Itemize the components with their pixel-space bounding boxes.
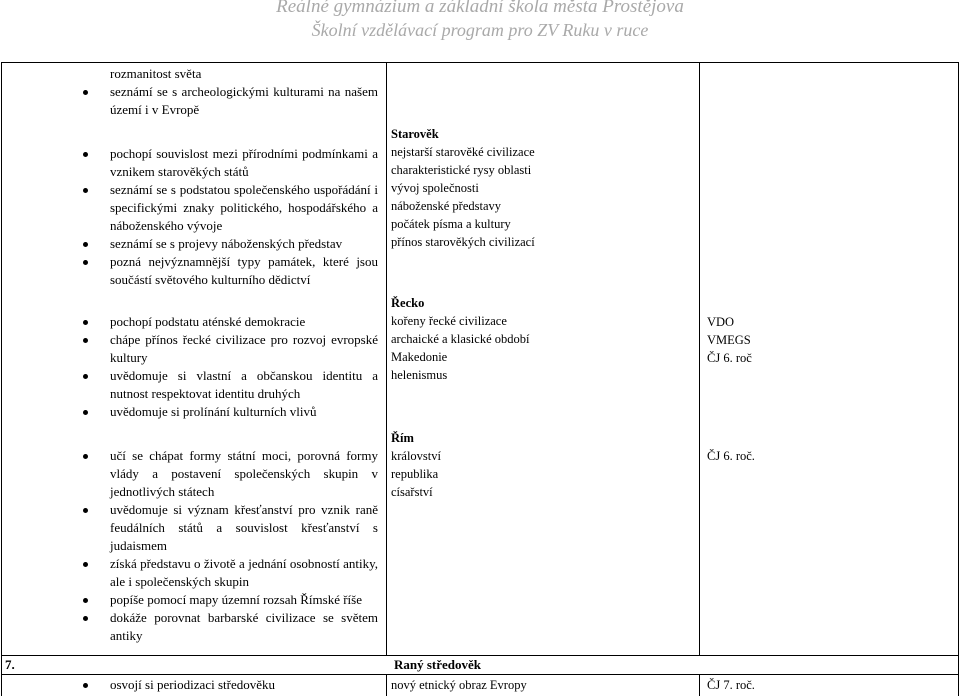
bullet-icon <box>83 320 88 325</box>
bullet-icon <box>83 260 88 265</box>
list-item <box>83 676 378 694</box>
topic-title: Starověk <box>391 127 439 141</box>
topics-block-4 <box>391 429 691 501</box>
outcomes-block-4 <box>83 447 378 645</box>
note-item: ČJ 6. roč <box>707 351 752 365</box>
notes-block-3 <box>707 313 947 367</box>
list-item <box>83 367 378 403</box>
note-item: ČJ 7. roč. <box>707 678 755 692</box>
list-item <box>83 555 378 591</box>
item-text: seznámí se s archeologickými kulturami na našem území i v Evropě <box>110 84 378 117</box>
topic-item: počátek písma a kultury <box>391 217 511 231</box>
list-item <box>83 447 378 501</box>
bullet-icon <box>83 188 88 193</box>
item-text: pochopí podstatu aténské demokracie <box>110 314 306 329</box>
list-item <box>83 235 378 253</box>
list-item <box>83 145 378 181</box>
topics-block-3 <box>391 294 691 384</box>
topic-item: Makedonie <box>391 350 448 364</box>
list-item <box>83 313 378 331</box>
column-divider <box>699 62 700 655</box>
topic-item: charakteristické rysy oblasti <box>391 163 532 177</box>
item-text: uvědomuje si vlastní a občanskou identitu a nutnost respektovat identitu druhých <box>110 368 378 401</box>
item-text: učí se chápat formy státní moci, porovná formy vlády a postavení společenských skupin v jednotlivých státech <box>110 448 378 499</box>
program-name: Školní vzdělávací program pro ZV Ruku v ruce <box>311 20 649 40</box>
list-item <box>83 609 378 645</box>
bullet-icon <box>83 242 88 247</box>
bullet-icon <box>83 683 88 688</box>
topic-item: archaické a klasické období <box>391 332 530 346</box>
note-item: VDO <box>707 315 735 329</box>
list-item <box>83 501 378 555</box>
bullet-icon <box>83 338 88 343</box>
bullet-icon <box>83 410 88 415</box>
column-divider <box>386 674 387 696</box>
list-item <box>83 181 378 235</box>
topics-block-2 <box>391 125 691 251</box>
item-text: uvědomuje si význam křesťanství pro vznik raně feudálních států a souvislost křesťanství s judaismem <box>110 502 378 553</box>
bullet-icon <box>83 90 88 95</box>
topic-item: náboženské představy <box>391 199 502 213</box>
bullet-icon <box>83 562 88 567</box>
topic-item: helenismus <box>391 368 448 382</box>
item-text: seznámí se s podstatou společenského uspořádání i specifickými znaky politického, hospodářského a náboženského vývoje <box>110 182 378 233</box>
list-item <box>83 331 378 367</box>
topic-item: přínos starověkých civilizací <box>391 235 535 249</box>
topic-item: království <box>391 449 441 463</box>
bullet-icon <box>83 454 88 459</box>
topic-item: republika <box>391 467 439 481</box>
list-item <box>83 253 378 289</box>
column-divider <box>699 674 700 696</box>
outcomes-block-1 <box>83 65 378 119</box>
topic-title: Řecko <box>391 296 425 310</box>
note-item: ČJ 6. roč. <box>707 449 755 463</box>
column-divider <box>386 62 387 655</box>
bullet-icon <box>83 374 88 379</box>
topic-item: nejstarší starověké civilizace <box>391 145 535 159</box>
row-divider <box>1 674 959 675</box>
item-text: pozná nejvýznamnější typy památek, které jsou součástí světového kulturního dědictví <box>110 254 378 287</box>
school-name: Reálné gymnázium a základní škola města Prostějova <box>276 0 684 17</box>
topic-item: nový etnický obraz Evropy <box>391 678 527 692</box>
list-item <box>83 591 378 609</box>
bullet-icon <box>83 598 88 603</box>
table-border <box>958 62 959 696</box>
topic-item: vývoj společnosti <box>391 181 479 195</box>
list-item <box>83 83 378 119</box>
item-text: pochopí souvislost mezi přírodními podmínkami a vznikem starověkých států <box>110 146 378 179</box>
topic-title: Řím <box>391 431 414 445</box>
item-text: osvojí si periodizaci středověku <box>110 677 275 692</box>
table-border <box>1 62 2 696</box>
outcomes-block-5 <box>83 676 378 694</box>
bullet-icon <box>83 616 88 621</box>
item-text: seznámí se s projevy náboženských představ <box>110 236 343 251</box>
bullet-icon <box>83 152 88 157</box>
item-text: rozmanitost světa <box>110 66 202 81</box>
note-item: VMEGS <box>707 333 751 347</box>
bullet-icon <box>83 508 88 513</box>
item-text: uvědomuje si prolínání kulturních vlivů <box>110 404 317 419</box>
item-text: popíše pomocí mapy územní rozsah Římské říše <box>110 592 363 607</box>
item-text: získá představu o životě a jednání osobností antiky, ale i společenských skupin <box>110 556 378 589</box>
list-item <box>83 65 378 83</box>
topic-item: kořeny řecké civilizace <box>391 314 507 328</box>
grade-number: 7. <box>5 657 15 672</box>
outcomes-block-2 <box>83 145 378 289</box>
item-text: dokáže porovnat barbarské civilizace se světem antiky <box>110 610 378 643</box>
topic-item: císařství <box>391 485 433 499</box>
outcomes-block-3 <box>83 313 378 421</box>
table-border <box>1 62 959 63</box>
grade-title: Raný středověk <box>394 657 482 672</box>
list-item <box>83 403 378 421</box>
item-text: chápe přínos řecké civilizace pro rozvoj evropské kultury <box>110 332 378 365</box>
notes-block-4 <box>707 447 947 465</box>
